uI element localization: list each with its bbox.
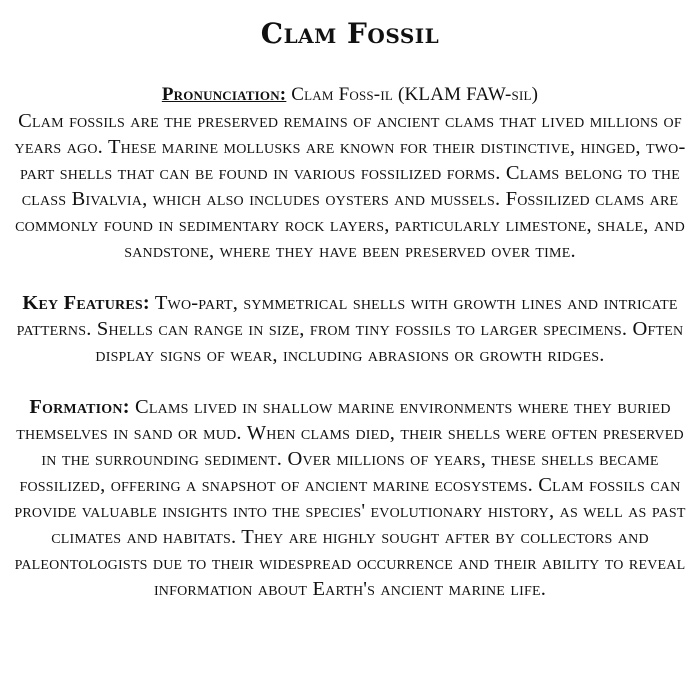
intro-paragraph: Clam fossils are the preserved remains of ancient clams that lived millions of years ago. These marine mollusks are known for their distinctive, hinged, two-part shells that can be found in various fossilized forms. Clams belong to the class Bivalvia, which also includes oysters and mussels. Fossilized clams are commonly found in sedimentary rock layers, particularly limestone, shale, and sandstone, where they have been preserved over time. — [14, 110, 686, 262]
paragraph-spacer — [8, 368, 692, 394]
key-features-label: Key Features: — [22, 292, 150, 314]
pronunciation-text: Clam Foss-il (KLAM FAW-sil) — [286, 84, 539, 105]
page-title: Clam Fossil — [260, 17, 440, 50]
key-features-paragraph — [8, 290, 692, 368]
formation-text: Clams lived in shallow marine environments where they buried themselves in sand or mud. When clams died, their shells were often preserved in the surrounding sediment. Over millions of years, these shells became fossilized, offering a snapshot of ancient marine ecosystems. Clam fossils can provide valuable insights into the species' evolutionary history, as well as past climates and habitats. They are highly sought after by collectors and paleontologists due to their widespread occurrence and their ability to reveal information about Earth's ancient marine life. — [14, 396, 686, 600]
key-features-text: Two-part, symmetrical shells with growth lines and intricate patterns. Shells can range in size, from tiny fossils to larger specimens. Often display signs of wear, including abrasions or growth ridges. — [16, 292, 684, 366]
formation-label: Formation: — [29, 396, 130, 418]
paragraph-spacer — [8, 264, 692, 290]
pronunciation-label: Pronunciation: — [161, 84, 287, 105]
formation-paragraph — [8, 394, 692, 602]
pronunciation-line — [8, 82, 692, 108]
